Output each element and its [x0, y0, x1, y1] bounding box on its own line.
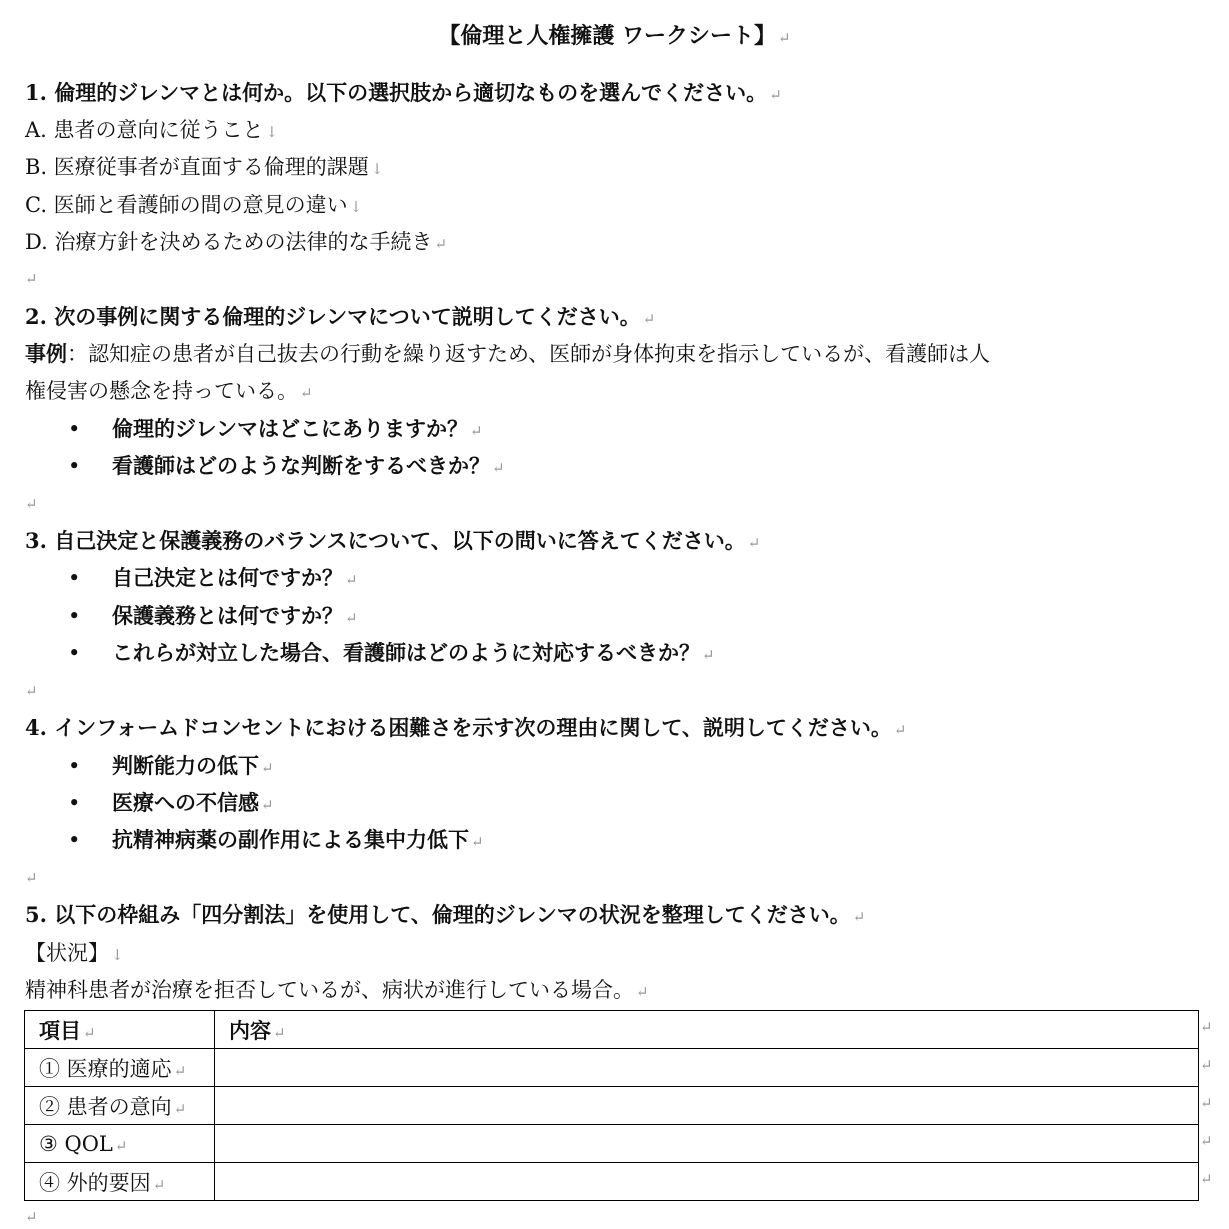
question-2: 2. 次の事例に関する倫理的ジレンマについて説明してください。 ↵	[25, 304, 656, 329]
bullet-icon: •	[68, 604, 81, 628]
row-end-mark: ↵	[1200, 1094, 1213, 1112]
paragraph-mark: ↵	[25, 495, 38, 513]
row-content-cell[interactable]	[215, 1163, 1199, 1201]
paragraph-mark: ↵	[25, 682, 38, 700]
q3-bullet-1: 自己決定とは何ですか？ ↵	[112, 565, 358, 590]
q2-case-line-2: 権侵害の懸念を持っている。 ↵	[25, 379, 313, 403]
header-content: 内容 ↵	[215, 1011, 1199, 1049]
row-end-mark: ↵	[1200, 1132, 1213, 1150]
worksheet-title: 【倫理と人権擁護 ワークシート】 ↵	[438, 23, 791, 49]
q4-bullet-2: 医療への不信感 ↵	[112, 790, 274, 815]
row-end-mark: ↵	[1200, 1056, 1213, 1074]
q2-bullet-1: 倫理的ジレンマはどこにありますか？ ↵	[112, 416, 483, 441]
four-box-table	[24, 1010, 1199, 1201]
row-item-qol: ③ QOL ↵	[25, 1125, 215, 1163]
question-1: 1. 倫理的ジレンマとは何か。以下の選択肢から適切なものを選んでください。 ↵	[25, 80, 782, 105]
row-content-cell[interactable]	[215, 1125, 1199, 1163]
q4-bullet-1: 判断能力の低下 ↵	[112, 753, 274, 778]
row-item-patient-preference: ② 患者の意向 ↵	[25, 1087, 215, 1125]
q1-option-b: B. 医療従事者が直面する倫理的課題 ↓	[25, 155, 384, 179]
row-content-cell[interactable]	[215, 1049, 1199, 1087]
row-end-mark: ↵	[1200, 1170, 1213, 1188]
situation-text: 精神科患者が治療を拒否しているが、病状が進行している場合。 ↵	[25, 978, 649, 1002]
situation-label: 【状況】 ↓	[25, 941, 124, 965]
bullet-icon: •	[68, 754, 81, 778]
q2-case-line-1: 事例：認知症の患者が自己抜去の行動を繰り返すため、医師が身体拘束を指示しているが、看護師は人	[25, 341, 991, 366]
q1-option-d: D. 治療方針を決めるための法律的な手続き ↵	[25, 230, 448, 254]
bullet-icon: •	[68, 641, 81, 665]
header-item: 項目 ↵	[25, 1011, 215, 1049]
q3-bullet-2: 保護義務とは何ですか？ ↵	[112, 603, 358, 628]
table-row	[25, 1087, 1199, 1125]
row-item-external-factors: ④ 外的要因 ↵	[25, 1163, 215, 1201]
row-end-mark: ↵	[1200, 1018, 1213, 1036]
q4-bullet-3: 抗精神病薬の副作用による集中力低下 ↵	[112, 827, 484, 852]
q3-bullet-3: これらが対立した場合、看護師はどのように対応するべきか？ ↵	[112, 640, 715, 665]
bullet-icon: •	[68, 417, 81, 441]
row-item-medical-indication: ① 医療的適応 ↵	[25, 1049, 215, 1087]
paragraph-mark: ↵	[25, 869, 38, 887]
table-row	[25, 1049, 1199, 1087]
q1-option-a: A. 患者の意向に従うこと ↓	[25, 118, 279, 142]
row-content-cell[interactable]	[215, 1087, 1199, 1125]
case-label: 事例	[25, 341, 67, 366]
table-header-row	[25, 1011, 1199, 1049]
paragraph-mark: ↵	[25, 1208, 38, 1226]
bullet-icon: •	[68, 566, 81, 590]
table-row	[25, 1163, 1199, 1201]
question-3: 3. 自己決定と保護義務のバランスについて、以下の問いに答えてください。 ↵	[25, 528, 761, 553]
question-4: 4. インフォームドコンセントにおける困難さを示す次の理由に関して、説明してください。 ↵	[25, 715, 907, 740]
paragraph-mark: ↵	[25, 270, 38, 288]
table-row	[25, 1125, 1199, 1163]
bullet-icon: •	[68, 791, 81, 815]
q1-option-c: C. 医師と看護師の間の意見の違い ↓	[25, 193, 363, 217]
question-5: 5. 以下の枠組み「四分割法」を使用して、倫理的ジレンマの状況を整理してください。 ↵	[25, 902, 866, 927]
bullet-icon: •	[68, 828, 81, 852]
q2-bullet-2: 看護師はどのような判断をするべきか？ ↵	[112, 453, 505, 478]
bullet-icon: •	[68, 454, 81, 478]
